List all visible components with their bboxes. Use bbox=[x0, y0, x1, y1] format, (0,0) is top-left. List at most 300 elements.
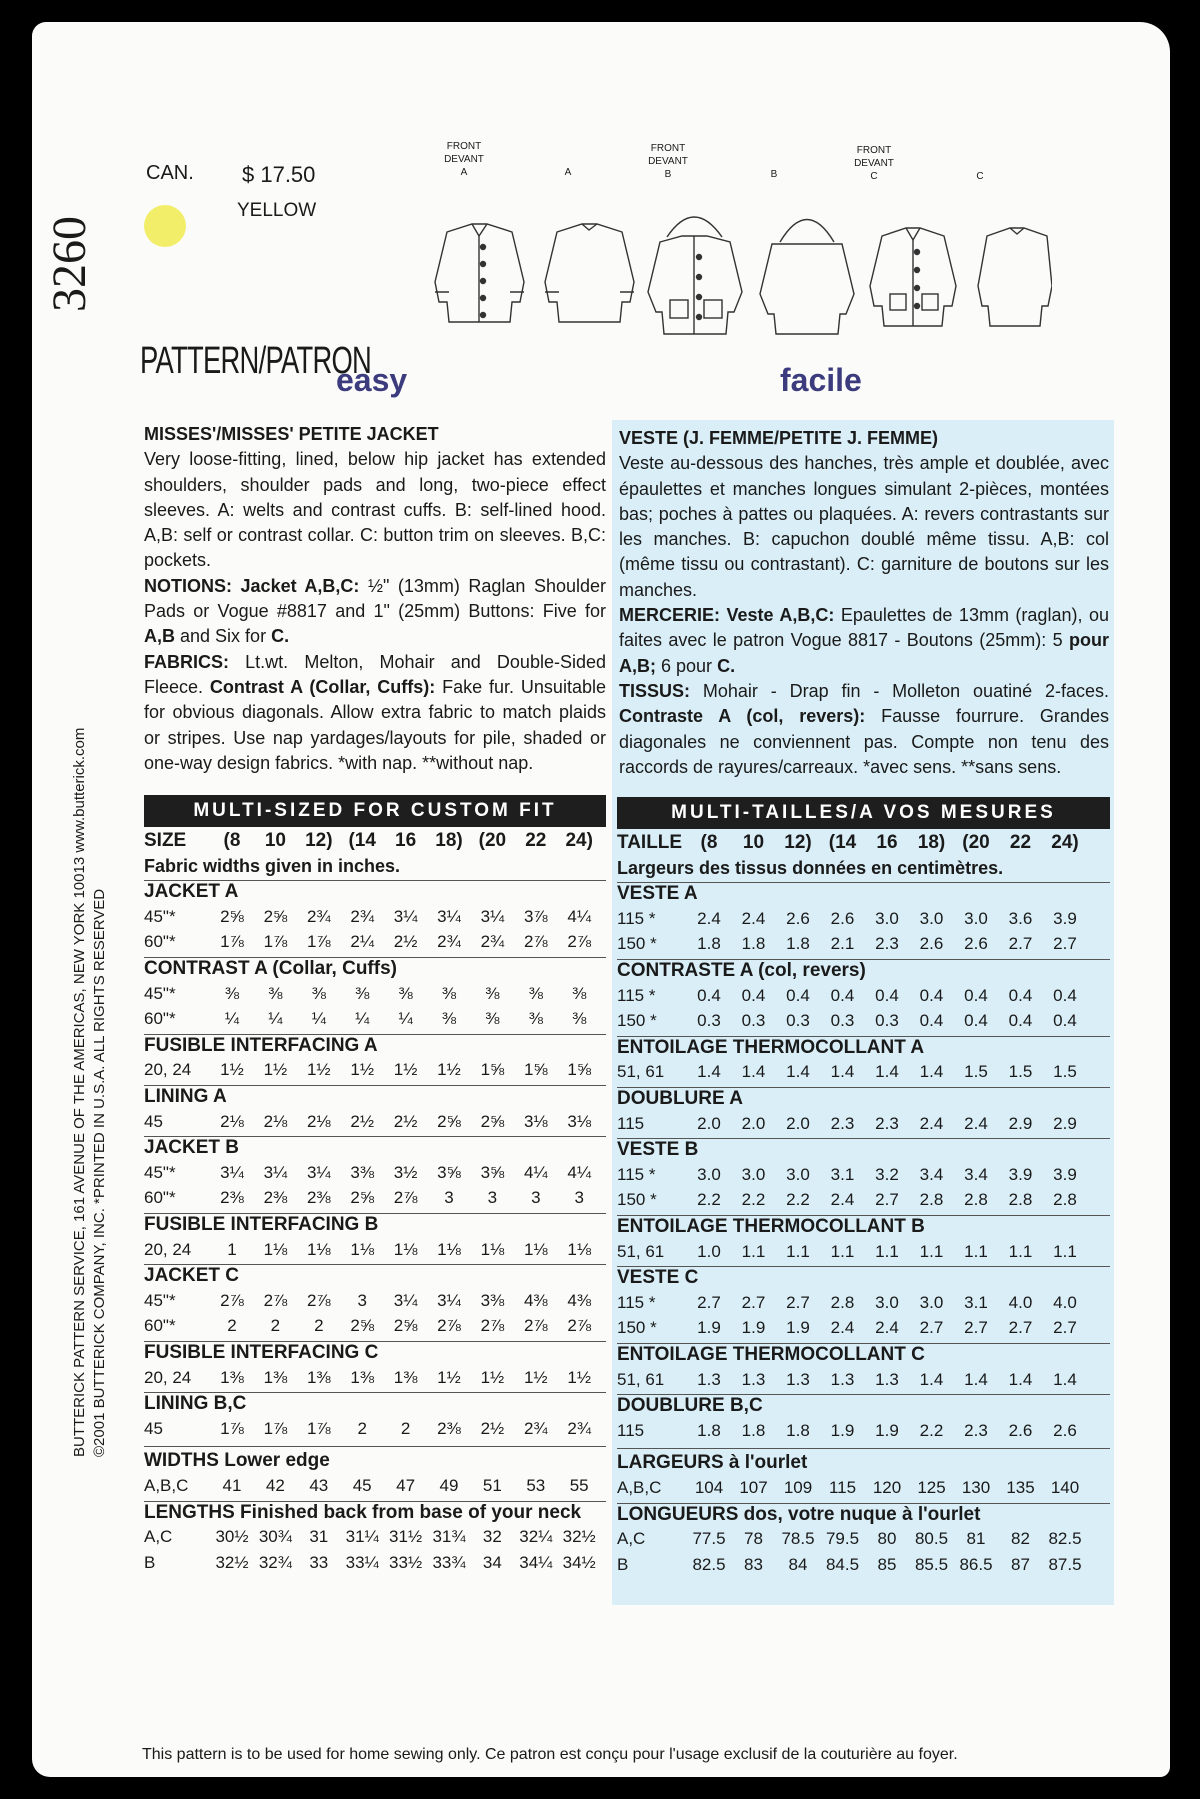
fr-row-label: 115 * bbox=[617, 985, 656, 1005]
fr-cell: 2.9 bbox=[1053, 1113, 1077, 1133]
en-cell: 1 bbox=[227, 1239, 237, 1259]
en-cell: 2⅞ bbox=[523, 1316, 548, 1336]
en-cell: 1⅜ bbox=[306, 1367, 331, 1387]
en-cell: 2½ bbox=[350, 1111, 374, 1131]
en-cell: 1½ bbox=[393, 1060, 418, 1080]
fr-cell: 2.9 bbox=[1008, 1113, 1033, 1133]
en-cell: 2¾ bbox=[437, 932, 461, 952]
en-cell: 3⅜ bbox=[480, 1290, 505, 1310]
fr-cell: 2.4 bbox=[697, 908, 721, 928]
en-size-3: (14 bbox=[348, 830, 376, 851]
en-size-2: 12) bbox=[305, 830, 333, 851]
notions-ab: A,B bbox=[144, 626, 175, 647]
en-cell: 1⅝ bbox=[523, 1060, 548, 1080]
en-cell: 2⅞ bbox=[523, 932, 548, 952]
fr-cell: 2.6 bbox=[1053, 1420, 1077, 1440]
en-section-title: LINING B,C bbox=[144, 1393, 247, 1415]
en-cell: 3 bbox=[531, 1188, 541, 1208]
en-widths-note: Fabric widths given in inches. bbox=[144, 855, 401, 876]
en-cell: 32¾ bbox=[258, 1552, 292, 1572]
en-size-8: 24) bbox=[565, 830, 593, 851]
fr-cell: 0.4 bbox=[1008, 985, 1033, 1005]
en-cell: 51 bbox=[482, 1476, 502, 1495]
en-cell: 1⅛ bbox=[393, 1239, 418, 1259]
fr-cell: 1.4 bbox=[1008, 1369, 1033, 1389]
fr-cell: 84 bbox=[788, 1554, 808, 1574]
en-cell: 2⅝ bbox=[263, 906, 288, 926]
fr-cell: 3.0 bbox=[919, 908, 944, 928]
fr-cell: 0.3 bbox=[697, 1011, 721, 1031]
fr-cell: 2.4 bbox=[741, 908, 766, 928]
fr-cell: 140 bbox=[1050, 1478, 1080, 1497]
fr-cell: 3.6 bbox=[1008, 908, 1033, 928]
fr-cell: 4.0 bbox=[1008, 1292, 1033, 1312]
en-cell: 3¼ bbox=[306, 1162, 331, 1182]
en-lengths-title: LENGTHS Finished back from base of your neck bbox=[144, 1501, 582, 1523]
contraste-label: Contraste A (col, revers): bbox=[619, 706, 866, 727]
fr-cell: 82.5 bbox=[692, 1554, 726, 1574]
en-cell: 55 bbox=[569, 1476, 589, 1495]
fr-cell: 107 bbox=[739, 1478, 768, 1497]
en-cell: ⅜ bbox=[441, 983, 457, 1003]
en-cell: 3½ bbox=[393, 1162, 418, 1182]
fr-size-2: 12) bbox=[784, 832, 812, 853]
en-cell: 1⅜ bbox=[220, 1367, 244, 1387]
notions-jacket: Jacket A,B,C: bbox=[240, 575, 360, 596]
notions-and: and Six for bbox=[180, 626, 267, 647]
en-cell: 33¾ bbox=[432, 1552, 466, 1572]
en-cell: 3⅝ bbox=[437, 1162, 461, 1182]
fr-cell: 4.0 bbox=[1053, 1292, 1077, 1312]
fr-cell: 2.1 bbox=[830, 934, 855, 954]
fr-cell: 2.7 bbox=[1008, 934, 1033, 954]
fr-cell: 1.8 bbox=[741, 1420, 766, 1440]
fr-cell: 2.6 bbox=[1008, 1420, 1033, 1440]
fr-row-label: A,B,C bbox=[617, 1478, 662, 1497]
fr-cell: 3.0 bbox=[697, 1164, 721, 1184]
fr-cell: 2.7 bbox=[741, 1292, 766, 1312]
fr-cell: 2.3 bbox=[964, 1420, 988, 1440]
fr-cell: 1.4 bbox=[875, 1062, 899, 1082]
mercerie-6: 6 pour bbox=[661, 655, 713, 676]
fr-row-label: 150 * bbox=[617, 1011, 657, 1031]
fr-cell: 1.5 bbox=[1008, 1062, 1033, 1082]
en-cell: 2 bbox=[357, 1418, 367, 1438]
en-cell: ⅜ bbox=[398, 983, 413, 1003]
fr-cell: 1.1 bbox=[964, 1241, 988, 1261]
fr-cell: 84.5 bbox=[825, 1554, 860, 1574]
fr-cell: 109 bbox=[783, 1478, 813, 1497]
en-cell: 41 bbox=[222, 1476, 242, 1495]
en-cell: 32 bbox=[482, 1527, 502, 1547]
en-cell: 1½ bbox=[567, 1367, 591, 1387]
en-cell: 3 bbox=[444, 1188, 454, 1208]
fr-cell: 2.3 bbox=[875, 1113, 899, 1133]
english-heading: MISSES'/MISSES' PETITE JACKET bbox=[144, 424, 439, 444]
color-name: YELLOW bbox=[237, 200, 317, 221]
en-cell: 2⅞ bbox=[263, 1290, 288, 1310]
tissus-text: Mohair - Drap fin - Molleton ouatiné 2-faces. bbox=[702, 680, 1109, 701]
en-cell: 2¾ bbox=[350, 906, 374, 926]
english-description bbox=[144, 422, 606, 776]
publisher-line-1: BUTTERICK PATTERN SERVICE, 161 AVENUE OF THE AMERICAS, NEW YORK 10013 www.butterick.com bbox=[71, 727, 88, 1457]
fr-row-label: B bbox=[617, 1554, 629, 1574]
fr-size-3: (14 bbox=[828, 832, 857, 853]
fr-cell: 3.4 bbox=[964, 1164, 988, 1184]
fr-row-label: 115 * bbox=[617, 1164, 656, 1184]
en-cell: 1½ bbox=[523, 1367, 548, 1387]
en-cell: 1⅝ bbox=[480, 1060, 505, 1080]
en-cell: 32¼ bbox=[519, 1527, 553, 1547]
en-cell: 2⅞ bbox=[480, 1316, 505, 1336]
en-cell: 31 bbox=[309, 1527, 329, 1547]
en-cell: 32½ bbox=[562, 1527, 596, 1547]
fr-cell: 80.5 bbox=[914, 1529, 949, 1549]
en-cell: ⅜ bbox=[268, 983, 283, 1003]
fr-cell: 2.7 bbox=[1053, 1318, 1077, 1338]
fr-cell: 0.4 bbox=[919, 1011, 944, 1031]
fr-cell: 1.4 bbox=[1053, 1369, 1077, 1389]
english-desc-text: Very loose-fitting, lined, below hip jacket has extended shoulders, shoulder pads and long, two-piece effect sleeves. A: welts and contrast cuffs. B: self-lined hood. A,B: self or contrast collar. C: button trim on sleeves. B,C: pockets. bbox=[144, 449, 606, 571]
en-cell: 2⅝ bbox=[480, 1111, 505, 1131]
en-cell: 4⅜ bbox=[567, 1290, 591, 1310]
en-cell: ⅜ bbox=[485, 1009, 500, 1029]
en-cell: 4¼ bbox=[567, 906, 591, 926]
fr-widths-note: Largeurs des tissus données en centimètres. bbox=[617, 857, 1004, 878]
en-cell: 2 bbox=[270, 1316, 281, 1336]
fr-cell: 2.6 bbox=[919, 934, 944, 954]
fr-cell: 1.8 bbox=[697, 934, 721, 954]
fr-cell: 3.0 bbox=[964, 908, 988, 928]
fr-row-label: 150 * bbox=[617, 1190, 657, 1210]
fr-cell: 77.5 bbox=[692, 1529, 726, 1549]
en-size-0: (8 bbox=[223, 830, 241, 851]
en-cell: 2½ bbox=[480, 1418, 505, 1438]
fabrics-text: Lt.wt. Melton, Mohair and Double-Sided Fleece. bbox=[144, 651, 606, 697]
jacket-c-back-drawing bbox=[978, 228, 1052, 326]
en-section-title: JACKET C bbox=[144, 1265, 240, 1287]
fr-cell: 1.8 bbox=[741, 934, 766, 954]
price-can-value: $ 17.50 bbox=[242, 162, 316, 187]
mercerie-ab: pour A,B; bbox=[619, 630, 1109, 676]
fr-cell: 1.4 bbox=[830, 1062, 855, 1082]
fr-cell: 3.1 bbox=[830, 1164, 855, 1184]
fr-cell: 79.5 bbox=[825, 1529, 860, 1549]
fr-size-4: 16 bbox=[876, 832, 898, 853]
fr-cell: 2.8 bbox=[1008, 1190, 1033, 1210]
en-cell: 30¾ bbox=[258, 1527, 292, 1547]
fr-cell: 0.3 bbox=[786, 1011, 810, 1031]
french-description bbox=[619, 426, 1109, 780]
fr-cell: 2.3 bbox=[875, 934, 899, 954]
fr-size-1: 10 bbox=[742, 832, 765, 853]
en-cell: 1⅞ bbox=[263, 932, 288, 952]
en-row-label: A,C bbox=[144, 1527, 173, 1547]
fr-row-label: 115 bbox=[617, 1113, 645, 1133]
fr-cell: 2.4 bbox=[875, 1318, 899, 1338]
en-row-label: B bbox=[144, 1552, 156, 1572]
fr-cell: 1.3 bbox=[875, 1369, 899, 1389]
fr-row-label: 115 * bbox=[617, 1292, 656, 1312]
jacket-a-front-drawing bbox=[435, 224, 524, 322]
fr-cell: 2.7 bbox=[875, 1190, 899, 1210]
en-section-title: JACKET B bbox=[144, 1137, 240, 1159]
fr-size-5: 18) bbox=[917, 832, 946, 853]
fr-cell: 1.9 bbox=[875, 1420, 899, 1440]
fr-cell: 2.0 bbox=[741, 1113, 766, 1133]
fr-lengths-title: LONGUEURS dos, votre nuque à l'ourlet bbox=[617, 1503, 981, 1525]
en-cell: 2 bbox=[314, 1316, 324, 1336]
fr-cell: 2.7 bbox=[786, 1292, 810, 1312]
fr-cell: 2.6 bbox=[830, 908, 855, 928]
notions-text: ½" (13mm) Raglan Shoulder Pads or Vogue #8817 and 1" (25mm) Buttons: Five for bbox=[144, 575, 606, 622]
view-label-front-a: FRONT DEVANT A bbox=[444, 141, 484, 178]
en-cell: 34¼ bbox=[519, 1552, 553, 1572]
en-cell: 2⅝ bbox=[350, 1316, 374, 1336]
en-cell: 1½ bbox=[350, 1060, 374, 1080]
fr-section-title: VESTE C bbox=[617, 1267, 699, 1289]
fr-cell: 120 bbox=[872, 1478, 902, 1497]
en-cell: 2½ bbox=[393, 932, 418, 952]
fr-cell: 2.0 bbox=[697, 1113, 721, 1133]
fr-cell: 104 bbox=[694, 1478, 724, 1497]
en-cell: ¼ bbox=[268, 1009, 283, 1029]
en-cell: ⅜ bbox=[528, 1009, 543, 1029]
en-cell: 1½ bbox=[220, 1060, 244, 1080]
fr-cell: 1.3 bbox=[786, 1369, 810, 1389]
jacket-illustrations bbox=[412, 202, 1052, 342]
fr-cell: 2.4 bbox=[919, 1113, 944, 1133]
fr-section-title: VESTE A bbox=[617, 883, 698, 905]
fr-cell: 1.4 bbox=[741, 1062, 766, 1082]
color-swatch bbox=[144, 205, 186, 247]
view-label-front-c: FRONT DEVANT C bbox=[854, 145, 894, 182]
en-cell: 3 bbox=[487, 1188, 498, 1208]
view-label-back-c: C bbox=[976, 171, 984, 182]
en-cell: 33 bbox=[309, 1552, 329, 1572]
pattern-envelope-back bbox=[32, 22, 1170, 1777]
fr-cell: 1.9 bbox=[786, 1318, 810, 1338]
fr-size-6: (20 bbox=[962, 832, 990, 853]
fr-cell: 0.4 bbox=[875, 985, 899, 1005]
fr-section-title: ENTOILAGE THERMOCOLLANT A bbox=[617, 1036, 925, 1058]
fr-section-title: VESTE B bbox=[617, 1139, 699, 1161]
fr-row-label: 51, 61 bbox=[617, 1062, 665, 1082]
en-cell: 34 bbox=[482, 1552, 502, 1572]
en-cell: 31½ bbox=[389, 1527, 423, 1547]
fr-cell: 78 bbox=[744, 1529, 763, 1549]
fr-cell: 1.5 bbox=[1053, 1062, 1077, 1082]
fr-size-8: 24) bbox=[1051, 832, 1079, 853]
fr-cell: 2.2 bbox=[741, 1190, 766, 1210]
fr-cell: 0.4 bbox=[919, 985, 944, 1005]
en-cell: 30½ bbox=[215, 1527, 249, 1547]
fr-cell: 1.3 bbox=[697, 1369, 721, 1389]
en-cell: 1⅛ bbox=[263, 1239, 288, 1259]
fr-cell: 3.0 bbox=[741, 1164, 766, 1184]
fr-cell: 2.8 bbox=[830, 1292, 855, 1312]
fr-row-label: 150 * bbox=[617, 934, 657, 954]
jacket-b-back-drawing bbox=[760, 220, 854, 335]
fr-cell: 3.2 bbox=[875, 1164, 899, 1184]
fr-cell: 1.1 bbox=[741, 1241, 766, 1261]
pattern-title: PATTERN/PATRON bbox=[140, 340, 372, 382]
en-cell: 4¼ bbox=[567, 1162, 591, 1182]
en-cell: 43 bbox=[309, 1476, 329, 1495]
fr-cell: 0.4 bbox=[1008, 1011, 1033, 1031]
fr-cell: 82 bbox=[1011, 1529, 1030, 1549]
footer-note: This pattern is to be used for home sewing only. Ce patron est conçu pour l'usage exclusif de la couturière au foyer. bbox=[142, 1746, 958, 1763]
fr-row-label: 51, 61 bbox=[617, 1369, 665, 1389]
fr-cell: 2.2 bbox=[697, 1190, 721, 1210]
contraste-text: Fausse fourrure. Grandes diagonales ne conviennent pas. Compte non tenu des raccords de rayures/carreaux. *avec sens. **sans sens. bbox=[619, 706, 1109, 777]
en-cell: ⅜ bbox=[224, 983, 240, 1003]
fr-cell: 0.4 bbox=[741, 985, 766, 1005]
en-size-5: 18) bbox=[435, 830, 463, 851]
en-cell: 3¼ bbox=[263, 1162, 288, 1182]
en-cell: 2 bbox=[400, 1418, 411, 1438]
en-row-label: 20, 24 bbox=[144, 1239, 192, 1259]
en-cell: 1⅞ bbox=[263, 1418, 288, 1438]
fr-cell: 3.9 bbox=[1053, 908, 1077, 928]
fr-cell: 135 bbox=[1006, 1478, 1035, 1497]
fr-cell: 87.5 bbox=[1048, 1554, 1082, 1574]
fr-cell: 2.2 bbox=[786, 1190, 810, 1210]
fr-cell: 1.1 bbox=[830, 1241, 855, 1261]
en-cell: 2¾ bbox=[567, 1418, 591, 1438]
en-cell: 31¼ bbox=[345, 1527, 379, 1547]
en-cell: 3⅞ bbox=[523, 906, 548, 926]
fr-cell: 2.7 bbox=[919, 1318, 944, 1338]
notions-c: C. bbox=[271, 626, 290, 647]
fr-cell: 3.0 bbox=[786, 1164, 810, 1184]
fr-size-label: TAILLE bbox=[617, 832, 683, 853]
en-row-label: 60"* bbox=[144, 1009, 176, 1029]
fr-cell: 2.6 bbox=[964, 934, 988, 954]
en-cell: ¼ bbox=[311, 1009, 326, 1029]
en-cell: 3⅜ bbox=[350, 1162, 374, 1182]
en-cell: 2⅞ bbox=[393, 1188, 418, 1208]
fr-cell: 3.9 bbox=[1053, 1164, 1077, 1184]
french-desc-text: Veste au-dessous des hanches, très ample et doublée, avec épaulettes et manches longues simulant 2-pièces, montées bas; poches à pattes ou plaquées. A: revers contrastants sur les manches. B: capuchon doublé même tissu. A,B: col (même tissu ou contrastant). C: garniture de boutons sur les manches. bbox=[619, 453, 1109, 600]
contrast-label: Contrast A (Collar, Cuffs): bbox=[209, 676, 436, 697]
en-cell: 1⅛ bbox=[480, 1239, 505, 1259]
level-easy: easy bbox=[336, 362, 408, 398]
en-row-label: 60"* bbox=[144, 1188, 176, 1208]
en-cell: 2⅞ bbox=[567, 932, 591, 952]
en-cell: 2⅝ bbox=[393, 1316, 418, 1336]
en-rule bbox=[144, 1446, 606, 1447]
en-cell: 2⅝ bbox=[220, 906, 244, 926]
en-cell: ¼ bbox=[355, 1009, 370, 1029]
en-section-title: FUSIBLE INTERFACING C bbox=[144, 1342, 379, 1363]
en-cell: 2⅞ bbox=[437, 1316, 461, 1336]
fr-cell: 2.7 bbox=[697, 1292, 721, 1312]
fr-section-title: DOUBLURE A bbox=[617, 1088, 743, 1109]
en-row-label: 45 bbox=[144, 1418, 163, 1438]
en-cell: ¼ bbox=[398, 1009, 413, 1029]
en-size-label: SIZE bbox=[144, 830, 187, 851]
en-row-label: 45"* bbox=[144, 906, 176, 926]
en-cell: 3¼ bbox=[437, 1290, 461, 1310]
en-cell: 2⅝ bbox=[437, 1111, 461, 1131]
en-cell: 1⅛ bbox=[437, 1239, 461, 1259]
fr-cell: 2.4 bbox=[830, 1190, 855, 1210]
en-cell: 3¼ bbox=[480, 906, 505, 926]
en-cell: 33½ bbox=[389, 1552, 423, 1572]
fr-cell: 130 bbox=[961, 1478, 991, 1497]
fr-cell: 2.4 bbox=[830, 1318, 855, 1338]
fr-section-title: DOUBLURE B,C bbox=[617, 1395, 763, 1417]
mercerie-veste: Veste A,B,C: bbox=[726, 605, 835, 626]
en-size-4: 16 bbox=[395, 830, 417, 851]
fr-cell: 1.1 bbox=[919, 1241, 944, 1261]
fr-section-title: ENTOILAGE THERMOCOLLANT C bbox=[617, 1344, 925, 1365]
fr-size-0: (8 bbox=[700, 832, 718, 853]
en-cell: 1⅜ bbox=[350, 1367, 374, 1387]
en-cell: 1½ bbox=[437, 1367, 461, 1387]
en-cell: ⅜ bbox=[311, 983, 326, 1003]
en-row-label: 45"* bbox=[144, 1162, 176, 1182]
fr-cell: 81 bbox=[966, 1529, 986, 1549]
fr-section-title: CONTRASTE A (col, revers) bbox=[617, 960, 866, 981]
en-cell: 42 bbox=[265, 1476, 285, 1495]
fr-yardage-table bbox=[617, 832, 1110, 1612]
publisher-line-2: ©2001 BUTTERICK COMPANY, INC. *PRINTED IN U.S.A. ALL RIGHTS RESERVED bbox=[91, 888, 108, 1457]
en-cell: ¼ bbox=[224, 1009, 240, 1029]
en-cell: 1⅜ bbox=[393, 1367, 418, 1387]
en-cell: 45 bbox=[352, 1476, 372, 1495]
fr-cell: 0.3 bbox=[875, 1011, 899, 1031]
en-cell: ⅜ bbox=[441, 1009, 457, 1029]
view-label-front-b: FRONT DEVANT B bbox=[648, 143, 688, 180]
en-section-title: CONTRAST A (Collar, Cuffs) bbox=[144, 958, 397, 979]
en-cell: ⅜ bbox=[485, 983, 500, 1003]
style-number: 3260 bbox=[43, 216, 96, 312]
en-section-title: FUSIBLE INTERFACING A bbox=[144, 1034, 378, 1056]
fr-row-label: A,C bbox=[617, 1529, 646, 1549]
fr-cell: 80 bbox=[877, 1529, 897, 1549]
en-cell: 1½ bbox=[306, 1060, 331, 1080]
en-size-7: 22 bbox=[525, 830, 547, 851]
fr-cell: 0.4 bbox=[1053, 985, 1077, 1005]
fr-cell: 0.3 bbox=[830, 1011, 855, 1031]
fr-cell: 1.1 bbox=[875, 1241, 899, 1261]
fr-cell: 125 bbox=[917, 1478, 946, 1497]
fr-cell: 1.9 bbox=[741, 1318, 766, 1338]
en-cell: 4⅜ bbox=[523, 1290, 548, 1310]
en-section-title: LINING A bbox=[144, 1086, 227, 1107]
en-cell: 4¼ bbox=[523, 1162, 548, 1182]
fr-cell: 1.4 bbox=[786, 1062, 810, 1082]
en-table-bar: MULTI-SIZED FOR CUSTOM FIT bbox=[144, 795, 606, 827]
fr-cell: 2.7 bbox=[964, 1318, 988, 1338]
mercerie-c: C. bbox=[717, 655, 736, 676]
en-cell: 1½ bbox=[437, 1060, 461, 1080]
fr-row-label: 51, 61 bbox=[617, 1241, 665, 1261]
en-row-label: 20, 24 bbox=[144, 1060, 192, 1080]
en-cell: 2⅜ bbox=[306, 1188, 331, 1208]
en-cell: 2 bbox=[227, 1316, 237, 1336]
en-cell: 2⅜ bbox=[263, 1188, 288, 1208]
en-cell: ⅜ bbox=[355, 983, 370, 1003]
fr-cell: 0.4 bbox=[1053, 1011, 1077, 1031]
fr-cell: 2.8 bbox=[919, 1190, 944, 1210]
en-size-6: (20 bbox=[478, 830, 507, 851]
en-cell: 1⅞ bbox=[306, 932, 331, 952]
fr-cell: 3.9 bbox=[1008, 1164, 1033, 1184]
en-cell: 1⅞ bbox=[220, 1418, 244, 1438]
